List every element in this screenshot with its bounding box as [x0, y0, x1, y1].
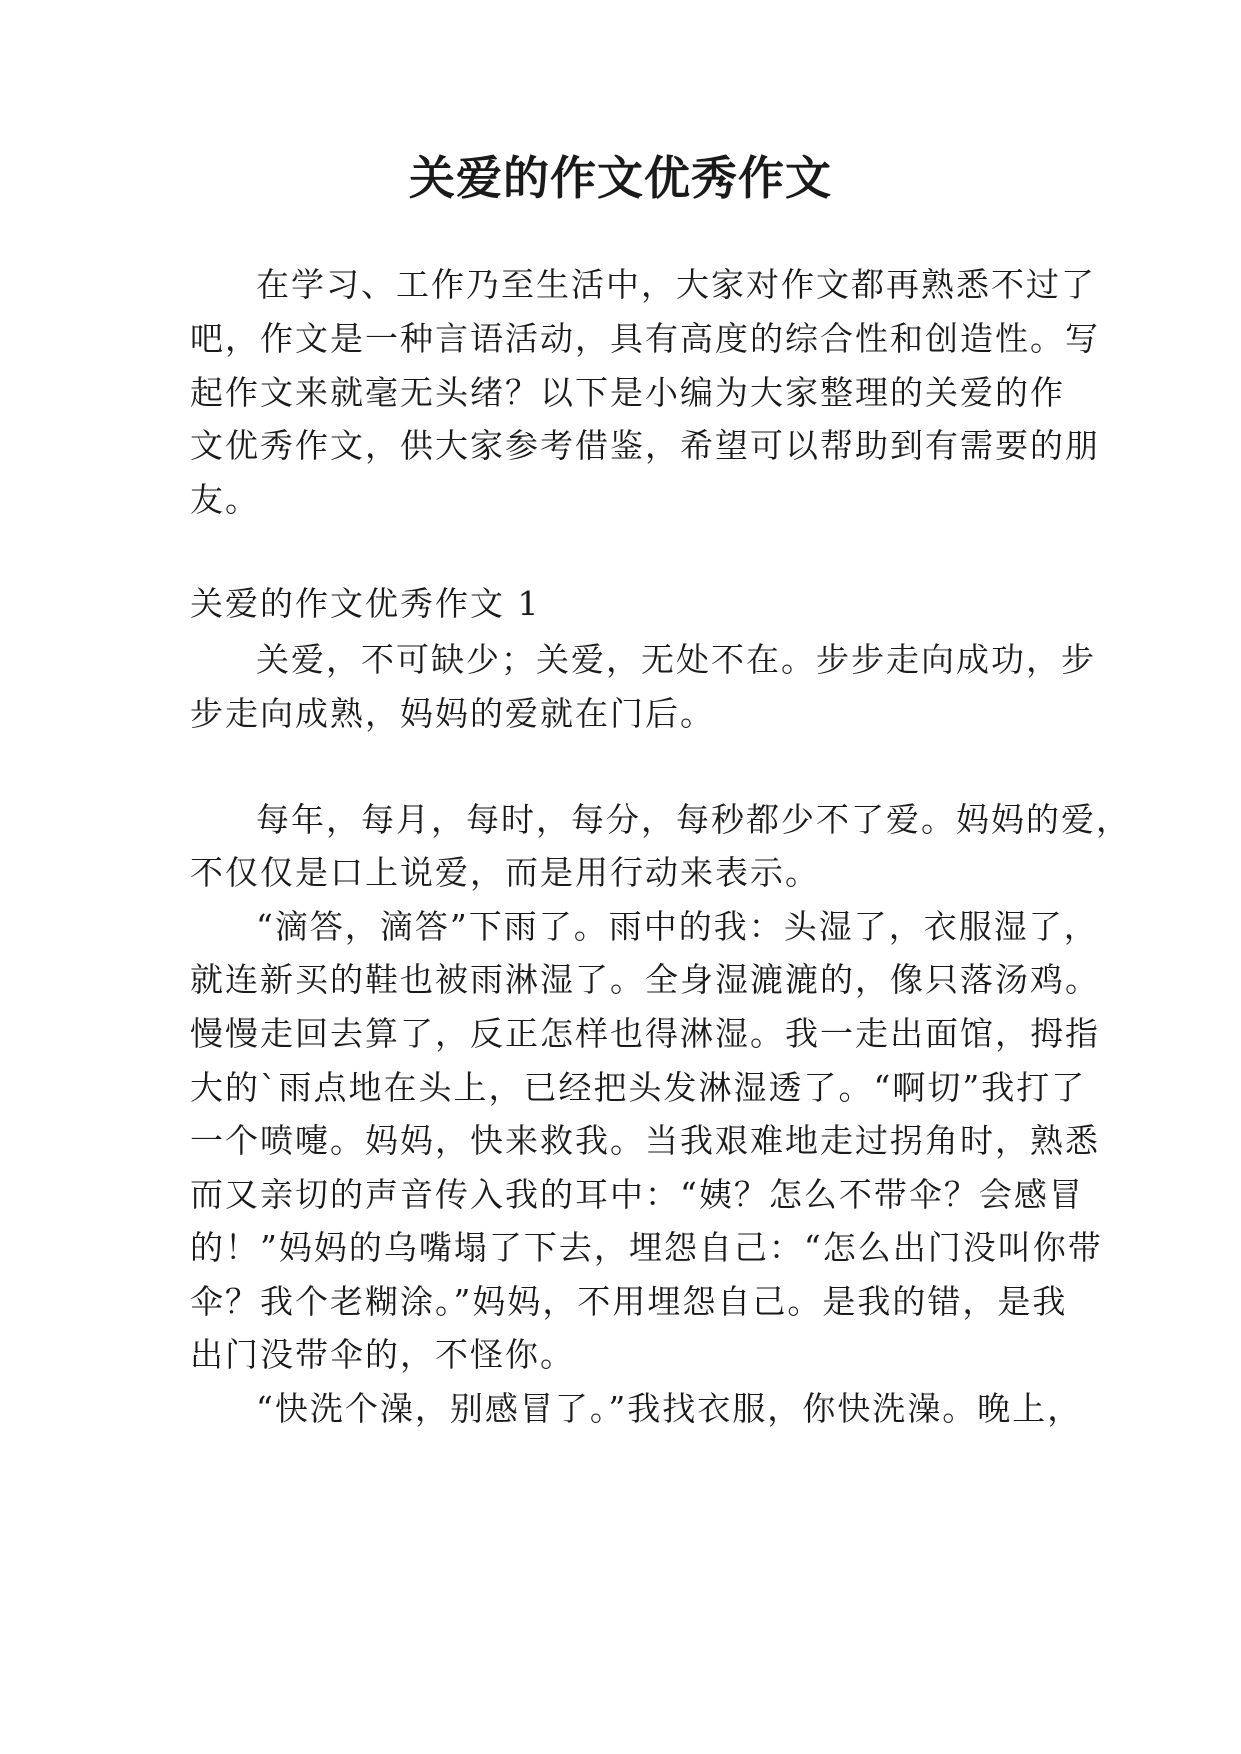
para3-line-5: 一个喷嚏。妈妈，快来救我。当我艰难地走过拐角时，熟悉 — [190, 1121, 1100, 1160]
para4-line-1: “快洗个澡，别感冒了。”我找衣服，你快洗澡。晚上， — [256, 1389, 1083, 1428]
para2-line-2: 不仅仅是口上说爱，而是用行动来表示。 — [190, 853, 820, 892]
intro-line-1: 在学习、工作乃至生活中，大家对作文都再熟悉不过了 — [256, 265, 1096, 304]
para3-line-6: 而又亲切的声音传入我的耳中：“姨？怎么不带伞？会感冒 — [190, 1175, 1084, 1214]
intro-line-4: 文优秀作文，供大家参考借鉴，希望可以帮助到有需要的朋 — [190, 426, 1100, 465]
intro-line-5: 友。 — [190, 480, 260, 519]
para3-line-9: 出门没带伞的，不怪你。 — [190, 1335, 575, 1374]
para3-line-3: 慢慢走回去算了，反正怎样也得淋湿。我一走出面馆，拇指 — [190, 1014, 1100, 1053]
para3-line-8: 伞？我个老糊涂。”妈妈，不用埋怨自己。是我的错，是我 — [190, 1282, 1068, 1321]
para3-line-1: “滴答，滴答”下雨了。雨中的我：头湿了，衣服湿了， — [256, 907, 1099, 946]
document-title: 关爱的作文优秀作文 — [409, 151, 832, 205]
para3-line-7: 的！”妈妈的乌嘴塌了下去，埋怨自己：“怎么出门没叫你带 — [190, 1228, 1103, 1267]
para2-line-1: 每年，每月，每时，每分，每秒都少不了爱。妈妈的爱， — [256, 800, 1131, 839]
section-heading: 关爱的作文优秀作文 1 — [190, 584, 541, 623]
intro-line-3: 起作文来就毫无头绪？以下是小编为大家整理的关爱的作 — [190, 373, 1065, 412]
para3-line-2: 就连新买的鞋也被雨淋湿了。全身湿漉漉的，像只落汤鸡。 — [190, 960, 1100, 999]
para1-line-2: 步走向成熟，妈妈的爱就在门后。 — [190, 694, 715, 733]
para1-line-1: 关爱，不可缺少；关爱，无处不在。步步走向成功，步 — [256, 640, 1096, 679]
intro-line-2: 吧，作文是一种言语活动，具有高度的综合性和创造性。写 — [190, 319, 1100, 358]
para3-line-4: 大的`雨点地在头上，已经把头发淋湿透了。“啊切”我打了 — [190, 1068, 1087, 1107]
